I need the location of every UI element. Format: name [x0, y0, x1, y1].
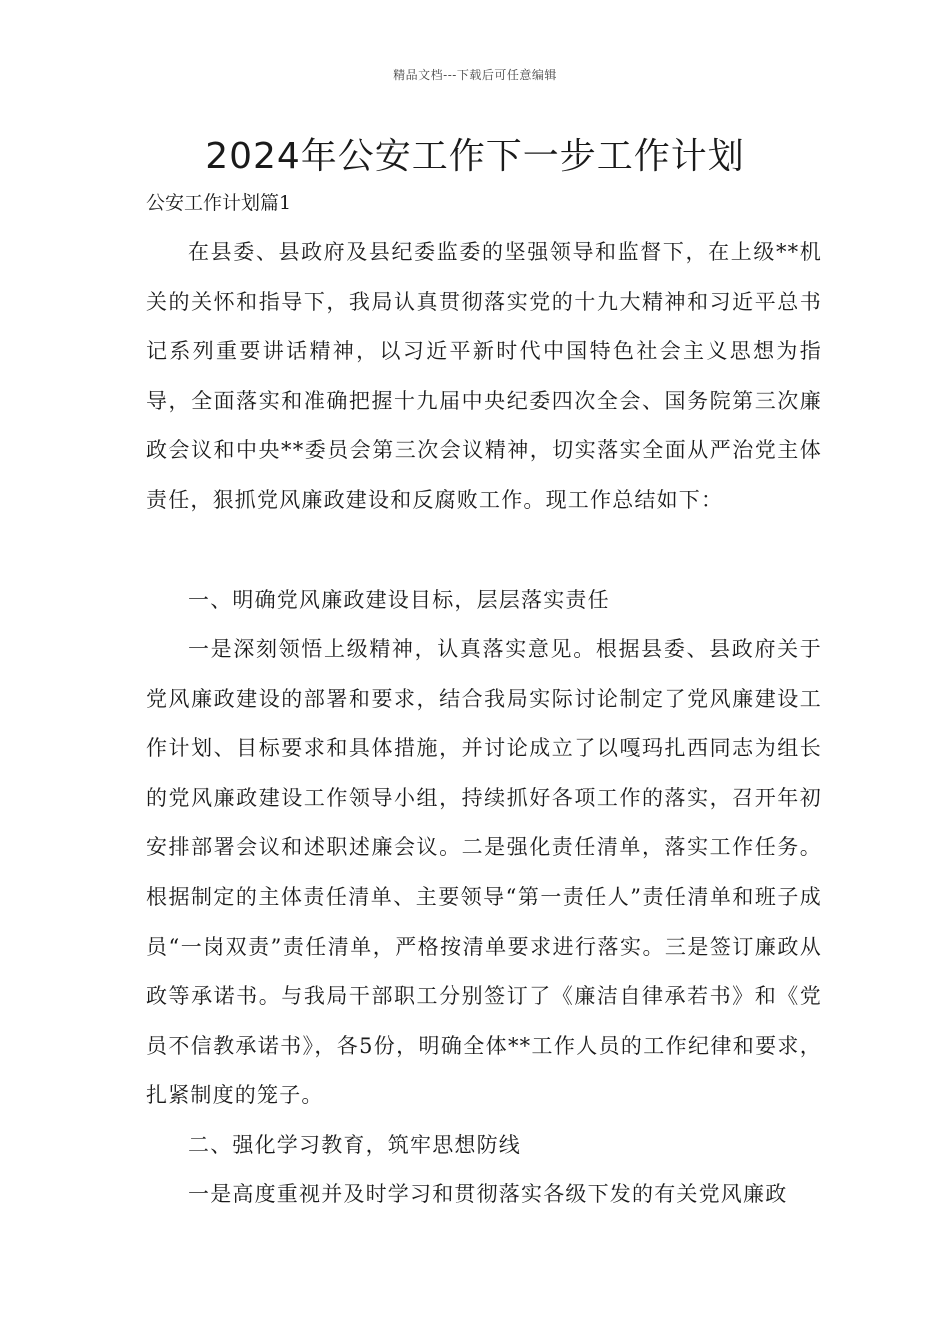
header-note: 精品文档---下载后可任意编辑: [393, 68, 557, 82]
section-heading-2: 二、强化学习教育，筑牢思想防线: [188, 1133, 521, 1157]
section-heading-1: 一、明确党风廉政建设目标，层层落实责任: [188, 588, 610, 612]
section-label: 公安工作计划篇1: [146, 192, 292, 214]
section-2-paragraph: 一是高度重视并及时学习和贯彻落实各级下发的有关党风廉政: [188, 1182, 788, 1206]
intro-paragraph: 在县委、县政府及县纪委监委的坚强领导和监督下，在上级**机关的关怀和指导下，我局认真贯彻落实党的十九大精神和习近平总书记系列重要讲话精神，以习近平新时代中国特色社会主义思想为指导，全面落实和准确把握十九届中央纪委四次全会、国务院第三次廉政会议和中央**委员会第三次会议精神，切实落实全面从严治党主体责任，狠抓党风廉政建设和反腐败工作。现工作总结如下：: [146, 240, 822, 512]
document-title: 2024年公安工作下一步工作计划: [205, 136, 745, 177]
section-1-paragraph: 一是深刻领悟上级精神，认真落实意见。根据县委、县政府关于党风廉政建设的部署和要求，结合我局实际讨论制定了党风廉建设工作计划、目标要求和具体措施，并讨论成立了以嘎玛扎西同志为组长的党风廉政建设工作领导小组，持续抓好各项工作的落实，召开年初安排部署会议和述职述廉会议。二是强化责任清单，落实工作任务。根据制定的主体责任清单、主要领导“第一责任人”责任清单和班子成员“一岗双责”责任清单，严格按清单要求进行落实。三是签订廉政从政等承诺书。与我局干部职工分别签订了《廉洁自律承若书》和《党员不信教承诺书》，各5份，明确全体**工作人员的工作纪律和要求，扎紧制度的笼子。: [146, 637, 822, 1108]
